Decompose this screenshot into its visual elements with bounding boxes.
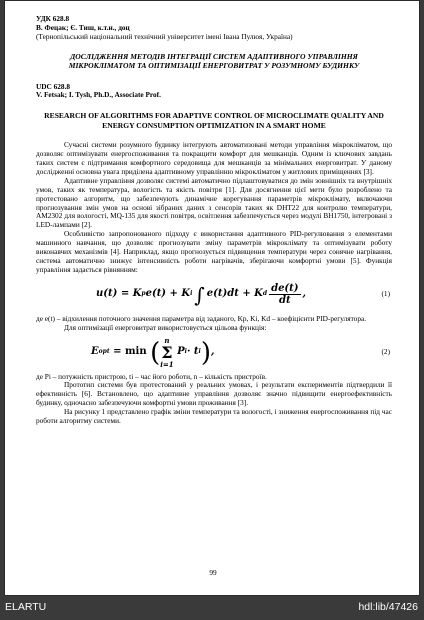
title-en: RESEARCH OF ALGORITHMS FOR ADAPTIVE CONTROL OF MICROCLIMATE QUALITY AND ENERGY CONSUMPTION OPTIMIZATION IN A SMART HOME: [44, 111, 384, 130]
paragraph-3: Особливістю запропонованого підходу є використання адаптивного PID-регулювання з елементами машинного навчання, що дозволяє прогнозувати зміну параметрів мікроклімату та оптимізувати роботу виконавчих механізмів [4]. Наприклад, якщо прогнозується підвищення температури через сонячне нагрівання, система автоматично знижує інтенсивність роботи нагрівачів, зберігаючи комфортні умови [5]. Функція управління задається рівнянням:: [36, 229, 392, 274]
paragraph-4: де e(t) – відхилення поточного значення параметра від заданого, Kp, Ki, Kd – коефіцієнти PID-регулятора.: [36, 313, 367, 323]
equation-2: [36, 336, 392, 370]
viewer-footer-bar: [0, 596, 424, 620]
document-page: [4, 0, 420, 596]
udk-ua: УДК 628.8: [36, 14, 70, 23]
repository-label: ELARTU: [5, 601, 47, 613]
udc-en: UDC 628.8: [36, 81, 71, 91]
handle-identifier: hdl:lib/47426: [358, 601, 418, 613]
page-number: 99: [209, 568, 217, 577]
title-ua: ДОСЛІДЖЕННЯ МЕТОДІВ ІНТЕГРАЦІЇ СИСТЕМ АДАПТИВНОГО УПРАВЛІННЯ МІКРОКЛІМАТОМ ТА ОПТИМІЗАЦІЇ ЕНЕРГОВИТРАТ У РОЗУМНОМУ БУДИНКУ: [68, 51, 360, 71]
paragraph-2: Адаптивне управління дозволяє системі автоматично підлаштовуватися до змін зовнішніх та внутрішніх умов, таких як температура, вологість та якість повітря [1]. Для досягнення цієї мети було розроблено та протестовано алгоритм, що забезпечують динамічне корегування параметрів мікроклімату, включаючи прогнозування змін умов на основі зібраних даних з сенсорів таких як DHT22 для контролю температури, AM2302 для вологості, MQ-135 для якості повітря, освітлення забезпечується через модулі BH1750, інтегровані з LED-лампами [2].: [36, 175, 392, 230]
equation-2-number: (2): [381, 346, 390, 356]
paragraph-6: де Pi – потужність пристрою, ti – час його роботи, n – кількість пристроїв.: [36, 371, 267, 381]
paragraph-8: На рисунку 1 представлено графік зміни температури та вологості, і зниження енергоспоживання під час роботи алгоритму системи.: [36, 407, 392, 426]
paragraph-5: Для оптимізації енерговитрат використовується цільова функція:: [64, 322, 267, 332]
equation-1: [36, 278, 392, 312]
authors-ua: В. Фецак; Є. Тиш, к.т.н., доц: [36, 22, 130, 32]
authors-en: V. Fetsak; I. Tysh, Ph.D., Associate Prof.: [36, 90, 161, 100]
paragraph-1: Сучасні системи розумного будинку інтегрують автоматизовані методи управління мікрокліматом, що дозволяє оптимізувати енергоспоживання та покращити комфорт для мешканців. Одним із ключових завдань таких систем є підтримання комфортного середовища для мешканців за мінімальних енерговитрат. У даному дослідженні основна увага приділена адаптивному управлінню мікрокліматом у житлових приміщеннях [3].: [36, 140, 392, 176]
equation-1-expression: u(t) = K p e(t) + K i ∫ e(t)dt + K d $\frac{de(t)}{dt}$ ,: [96, 282, 306, 307]
affiliation-ua: (Тернопільський національний технічний університет імені Івана Пулюя, Україна): [36, 31, 293, 41]
equation-1-number: (1): [381, 288, 390, 298]
paragraph-7: Прототип системи був протестований у реальних умовах, і результати експериментів підтвердили її ефективність [6]. Встановлено, що адаптивне управління дозволяє значно підвищити енергоефективність будинку, одночасно забезпечуючи комфортні умови проживання [3].: [36, 380, 392, 408]
equation-2-expression: E opt = min ( n Σ i=1 P i · t i ) ,: [91, 335, 215, 369]
article-body: [36, 15, 392, 426]
